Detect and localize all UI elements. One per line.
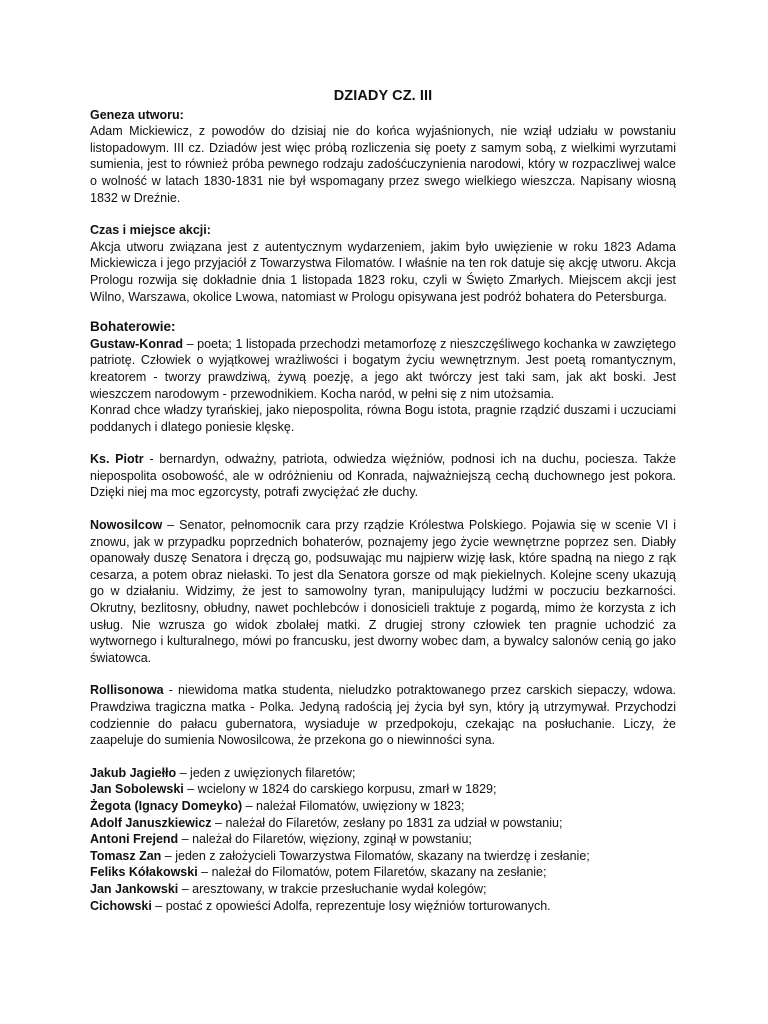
minor-characters-list (90, 765, 676, 914)
paragraph-nowosilcow (90, 517, 676, 666)
person-name: Jan Sobolewski (90, 782, 184, 797)
person-name: Cichowski (90, 898, 152, 913)
section-rollisonowa (90, 682, 676, 748)
section-heading-geneza: Geneza utworu: (90, 107, 184, 122)
document-title: DZIADY CZ. III (333, 88, 433, 104)
person-desc: – należał do Filaretów, więziony, zginął w powstaniu; (178, 832, 472, 847)
list-item (90, 798, 676, 815)
person-name: Jan Jankowski (90, 881, 179, 896)
character-name-nowosilcow: Nowosilcow (90, 518, 163, 533)
person-name: Tomasz Zan (90, 848, 162, 863)
document-page (90, 88, 676, 914)
character-desc-rollisonowa: - niewidoma matka studenta, nieludzko potraktowanego przez carskich siepaczy, wdowa. Prawdziwa tragiczna matka - Polka. Jedyną radością jej życia był syn, który ją utrzymywał. Przychodzi codziennie do pałacu gubernatora, wysiaduje w przedpokoju, czekając na posłuchanie. Liczy, że zaapeluje do sumienia Nowosilcowa, że przekona go o niewinności syna. (90, 683, 676, 748)
section-bohaterowie (90, 319, 676, 435)
person-desc: – jeden z uwięzionych filaretów; (176, 765, 356, 780)
list-item (90, 831, 676, 848)
person-name: Jakub Jagiełło (90, 765, 177, 780)
list-item (90, 864, 676, 881)
paragraph-gustaw (90, 336, 676, 402)
list-item (90, 848, 676, 865)
section-czas (90, 222, 676, 305)
character-desc-gustaw: – poeta; 1 listopada przechodzi metamorfozę z nieszczęśliwego kochanka w zawziętego patriotę. Człowiek o wyjątkowej wrażliwości i bogatym życiu wewnętrznym. Jest poetą romantycznym, kreatorem - tworzy prawdziwą, żywą poezję, a jego akt twórczy jest taki sam, jak akt boski. Jest wieszczem narodowym - przewodnikiem. Kocha naród, w pełni się z nim utożsamia. (90, 336, 676, 401)
person-name: Żegota (Ignacy Domeyko) (90, 798, 243, 813)
person-desc: – aresztowany, w trakcie przesłuchanie wydał kolegów; (178, 881, 487, 896)
character-name-piotr: Ks. Piotr (90, 452, 144, 467)
person-desc: – postać z opowieści Adolfa, reprezentuje losy więźniów torturowanych. (151, 898, 551, 913)
person-desc: – należał do Filomatów, potem Filaretów, skazany na zesłanie; (197, 865, 547, 880)
character-name-rollisonowa: Rollisonowa (90, 683, 164, 698)
list-item (90, 781, 676, 798)
character-desc-nowosilcow: – Senator, pełnomocnik cara przy rządzie Królestwa Polskiego. Pojawia się w scenie VI i znowu, jak w przypadku poprzednich bohaterów, poznajemy jego życie wewnętrzne poprzez sen. Diabły opanowały duszę Senatora i dręczą go, podsuwając mu najpierw wizję łask, które spadną na niego z rąk cesarza, a potem obraz niełaski. To jest dla Senatora gorsze od mąk piekielnych. Kolejne sceny ukazują go w działaniu. Widzimy, że jest to samowolny tyran, manipulujący ludźmi w poczuciu bezkarności. Okrutny, bezlitosny, obłudny, nawet pochlebców i donosicieli traktuje z pogardą, mimo że korzysta z ich usług. Nie wzrusza go widok zbolałej matki. Z drugiej strony człowiek ten pragnie uchodzić za wytwornego i kulturalnego, mówi po francusku, jest dworny wobec dam, a bywalcy salonów cenią go jako światowca. (90, 518, 676, 665)
section-geneza (90, 107, 676, 207)
person-desc: – jeden z założycieli Towarzystwa Filomatów, skazany na twierdzę i zesłanie; (161, 848, 590, 863)
paragraph-rollisonowa (90, 682, 676, 748)
section-heading-bohaterowie: Bohaterowie: (90, 319, 176, 335)
list-item (90, 765, 676, 782)
person-desc: – należał Filomatów, uwięziony w 1823; (242, 798, 465, 813)
person-desc: – wcielony w 1824 do carskiego korpusu, zmarł w 1829; (183, 782, 497, 797)
section-piotr (90, 451, 676, 501)
person-name: Adolf Januszkiewicz (90, 815, 212, 830)
person-name: Feliks Kółakowski (90, 865, 198, 880)
paragraph-czas: Akcja utworu związana jest z autentycznym wydarzeniem, jakim było uwięzienie w roku 1823 Adama Mickiewicza i jego przyjaciół z Towarzystwa Filomatów. I właśnie na ten rok datuje się akcję utworu. Akcja Prologu rozwija się dokładnie dnia 1 listopada 1823 roku, czyli w Święto Zmarłych. Miejscem akcji jest Wilno, Warszawa, okolice Lwowa, natomiast w Prologu opisywana jest podróż bohatera do Petersburga. (90, 239, 676, 304)
person-desc: – należał do Filaretów, zesłany po 1831 za udział w powstaniu; (211, 815, 563, 830)
list-item (90, 815, 676, 832)
section-heading-czas: Czas i miejsce akcji: (90, 223, 211, 238)
section-nowosilcow (90, 517, 676, 666)
paragraph-piotr (90, 451, 676, 501)
list-item (90, 881, 676, 898)
list-item (90, 898, 676, 915)
paragraph-konrad: Konrad chce władzy tyrańskiej, jako niepospolita, równa Bogu istota, pragnie rządzić duszami i uczuciami poddanych i dlatego poniesie klęskę. (90, 403, 676, 434)
paragraph-geneza: Adam Mickiewicz, z powodów do dzisiaj nie do końca wyjaśnionych, nie wziął udziału w powstaniu listopadowym. III cz. Dziadów jest więc próbą rozliczenia się poety z samym sobą, z wielkimi wyrzutami sumienia, jest to również próba pewnego rodzaju zadośćuczynienia narodowi, który w rozpaczliwej walce o wolność w latach 1830-1831 nie był wspomagany przez swego wielkiego wieszcza. Napisany wiosną 1832 w Dreźnie. (90, 124, 676, 205)
character-desc-piotr: - bernardyn, odważny, patriota, odwiedza więźniów, podnosi ich na duchu, pociesza. Także niepospolita osobowość, ale w odróżnieniu od Konrada, najważniejszą cechą duchownego jest pokora. Dzięki niej ma moc egzorcysty, potrafi zwyciężać złe duchy. (90, 452, 677, 500)
person-name: Antoni Frejend (90, 832, 179, 847)
character-name-gustaw: Gustaw-Konrad (90, 336, 184, 351)
